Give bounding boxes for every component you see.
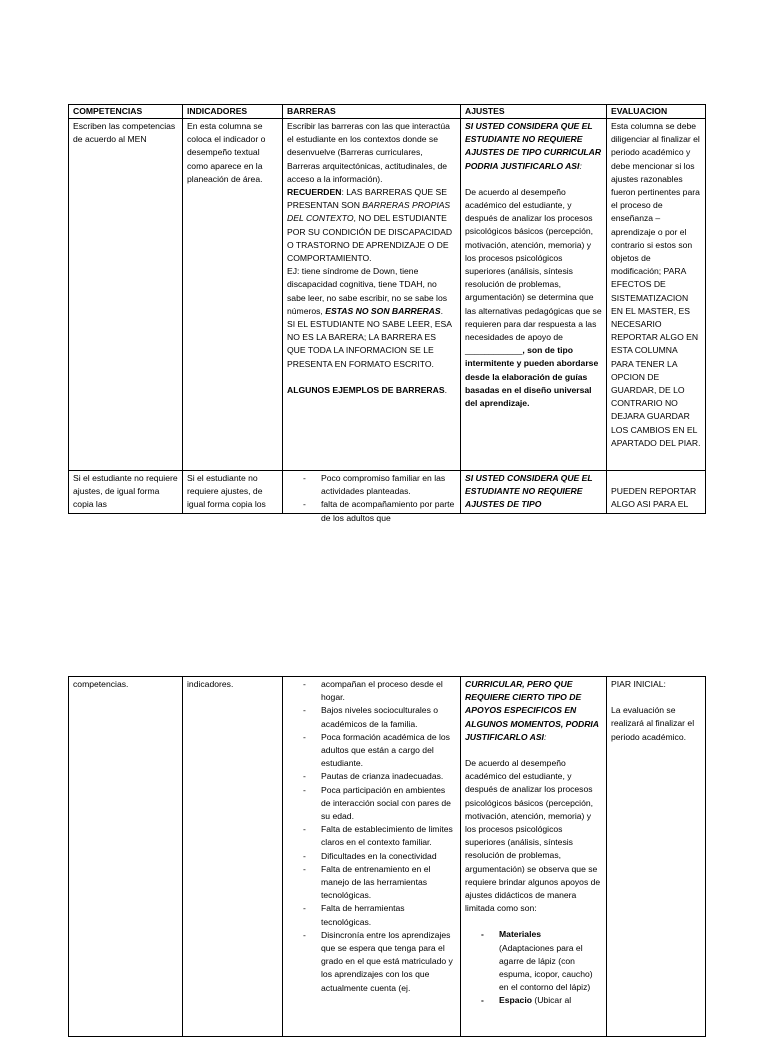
list-item: - Bajos niveles socioculturales o académicos de la familia. (287, 704, 456, 730)
evaluacion-text: La evaluación se realizará al finalizar el periodo académico. (611, 705, 695, 742)
list-item: - Falta de establecimiento de limites claros en el contexto familiar. (287, 823, 456, 849)
cell-indicadores: En esta columna se coloca el indicador o desempeño textual como aparece en la planeación de área. (183, 119, 283, 471)
header-evaluacion: EVALUACION (607, 105, 706, 119)
header-competencias: COMPETENCIAS (69, 105, 183, 119)
list-item: - Dificultades en la conectividad (287, 850, 456, 863)
header-indicadores: INDICADORES (183, 105, 283, 119)
header-ajustes: AJUSTES (461, 105, 607, 119)
table-row (69, 677, 706, 1037)
barreras-note: SI EL ESTUDIANTE NO SABE LEER, ESA NO ES LA BARERA; LA BARRERA ES QUE TODA LA INFORMACION SE LE PRESENTA EN FORMATO ESCRITO. (287, 319, 452, 369)
cell-indicadores: indicadores. (183, 677, 283, 1037)
list-item: - Poca participación en ambientes de interacción social con pares de su edad. (287, 784, 456, 824)
barrier-list (287, 704, 456, 994)
cell-evaluacion: Esta columna se debe diligenciar al finalizar el periodo académico y debe mencionar si los ajustes razonables fueron pertinentes para el proceso de enseñanza – aprendizaje o por el contrario si estos son objetos de modificación; PARA EFECTOS DE SISTEMATIZACION EN EL MASTER, ES NECESARIO REPORTAR ALGO EN ESTA COLUMNA PARA TENER LA OPCION DE GUARDAR, DE LO CONTRARIO NO DEJARA GUARDAR LOS CAMBIOS EN EL APARTADO DEL PIAR. (607, 119, 706, 471)
list-item: - Falta de herramientas tecnológicas. (287, 902, 456, 928)
list-item: - Materiales (Adaptaciones para el agarre de lápiz (con espuma, icopor, caucho) en el contorno del lápiz) (465, 928, 602, 994)
cell-evaluacion: PUEDEN REPORTAR ALGO ASI PARA EL (607, 471, 706, 514)
cell-ajustes (461, 677, 607, 1037)
list-item: - falta de acompañamiento por parte de los adultos que (287, 498, 456, 524)
list-item: - Falta de entrenamiento en el manejo de las herramientas tecnológicas. (287, 863, 456, 903)
cell-competencias: Si el estudiante no requiere ajustes, de igual forma copia las (69, 471, 183, 514)
adjustments-table-page-1 (68, 104, 706, 523)
cell-indicadores: Si el estudiante no requiere ajustes, de igual forma copia los (183, 471, 283, 514)
header-row (69, 105, 706, 119)
cell-barreras (283, 677, 461, 1037)
adjustments-table-page-2 (68, 676, 706, 1037)
cell-competencias: Escriben las competencias de acuerdo al MEN (69, 119, 183, 471)
ajustes-title: SI USTED CONSIDERA QUE EL ESTUDIANTE NO REQUIERE AJUSTES DE TIPO CURRICULAR PODRIA JUSTIFICARLO ASI: (465, 121, 602, 171)
cell-barreras (283, 119, 461, 471)
evaluacion-heading: PIAR INICIAL: (611, 679, 666, 689)
cell-competencias: competencias. (69, 677, 183, 1037)
header-barreras: BARRERAS (283, 105, 461, 119)
barrier-list (287, 678, 456, 704)
list-item: - Poca formación académica de los adultos que están a cargo del estudiante. (287, 731, 456, 771)
barreras-intro: Escribir las barreras con las que interactúa el estudiante en los contextos donde se desenvuelve (Barreras curriculares, Barreras arquitectónicas, actitudinales, de acceso a la información). (287, 121, 450, 184)
barreras-examples-heading: ALGUNOS EJEMPLOS DE BARRERAS. (287, 384, 447, 395)
cell-barreras (283, 471, 461, 523)
barreras-example: EJ: tiene síndrome de Down, tiene discapacidad cognitiva, tiene TDAH, no sabe leer, no sabe escribir, no se sabe los números, ESTAS NO SON BARRERAS. (287, 266, 448, 316)
barreras-recuerden: RECUERDEN: LAS BARRERAS QUE SE PRESENTAN SON BARRERAS PROPIAS DEL CONTEXTO, NO DEL ESTUDIANTE POR SU CONDICIÓN DE DISCAPACIDAD O TRASTORNO DE APRENDIZAJE O DE COMPORTAMIENTO. (287, 187, 453, 264)
ajustes-paragraph: De acuerdo al desempeño académico del estudiante, y después de analizar los procesos psicológicos básicos (percepción, motivación, atención, memoria) y los procesos psicológicos superiores (análisis, síntesis resolución de problemas, argumentación) se determina que las alternativas pedagógicas que se requieren para dar respuesta a las necesidades de apoyo de ____________, son de tipo intermitente y pueden abordarse desde la elaboración de guías basadas en el diseño universal del aprendizaje. (465, 186, 602, 409)
list-item: - acompañan el proceso desde el hogar. (287, 678, 456, 704)
barrier-list (287, 472, 456, 525)
list-item: - Poco compromiso familiar en las actividades planteadas. (287, 472, 456, 498)
table-row (69, 471, 706, 514)
cell-ajustes (461, 119, 607, 471)
ajustes-paragraph: De acuerdo al desempeño académico del estudiante, y después de analizar los procesos psicológicos básicos (percepción, motivación, atención, memoria) y los procesos psicológicos superiores (análisis, síntesis resolución de problemas, argumentación) se observa que se requiere brindar algunos apoyos de ajustes didácticos de manera limitada como son: (465, 758, 601, 914)
list-item: - Disincronía entre los aprendizajes que se espera que tenga para el grado en el que está matriculado y los aprendizajes con los que actualmente cuenta (ej. (287, 929, 456, 995)
list-item: - Espacio (Ubicar al (465, 994, 602, 1007)
cell-ajustes: SI USTED CONSIDERA QUE EL ESTUDIANTE NO REQUIERE AJUSTES DE TIPO (461, 471, 607, 514)
ajustes-title: CURRICULAR, PERO QUE REQUIERE CIERTO TIPO DE APOYOS ESPECIFICOS EN ALGUNOS MOMENTOS, PODRIA JUSTIFICARLO ASI: (465, 679, 599, 742)
table-row (69, 119, 706, 471)
cell-evaluacion (607, 677, 706, 1037)
list-item: - Pautas de crianza inadecuadas. (287, 770, 456, 783)
